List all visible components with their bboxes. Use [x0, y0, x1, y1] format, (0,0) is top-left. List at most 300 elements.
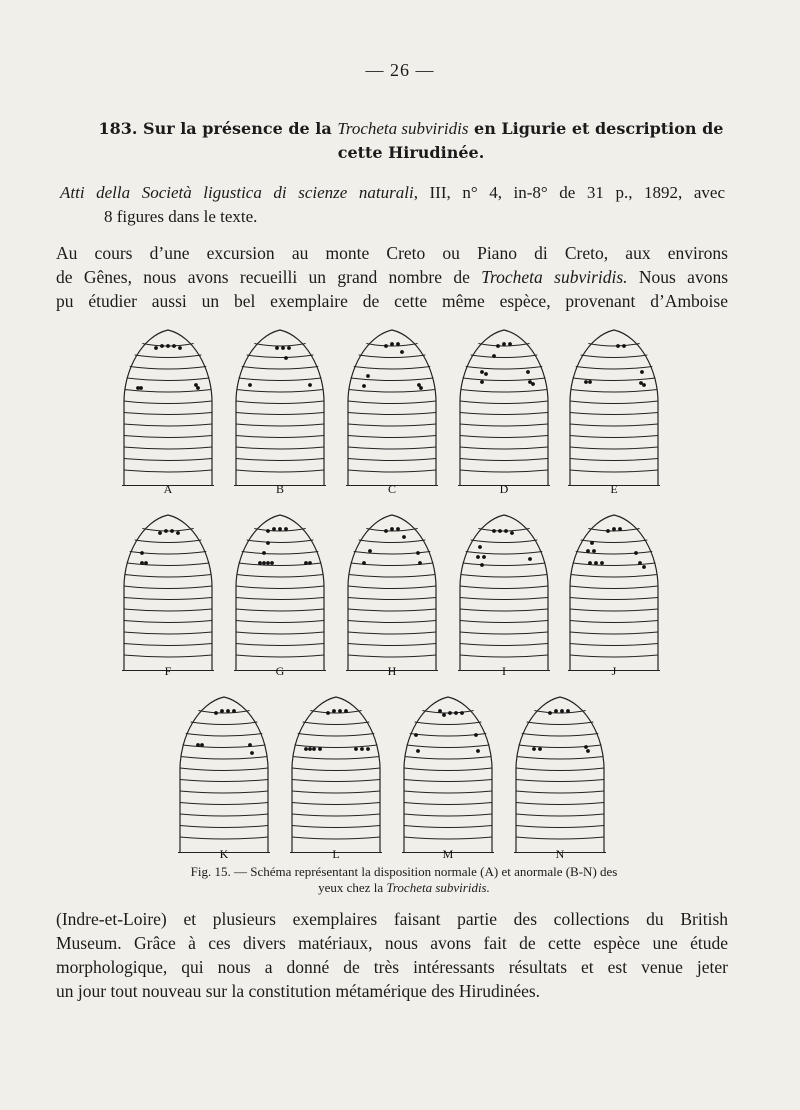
segment-line — [522, 734, 599, 737]
segment-line — [310, 711, 361, 714]
segment-line — [571, 390, 658, 393]
segment-line — [348, 436, 436, 438]
segment-line — [573, 378, 656, 381]
eye-dot — [266, 529, 270, 533]
segment-line — [183, 745, 266, 748]
segment-line — [237, 390, 324, 393]
eye-dot — [588, 561, 592, 565]
segment-line — [125, 390, 212, 393]
caption-line-1: Fig. 15. — Schéma représentant la disposition normale (A) et anormale (B-N) des — [190, 864, 618, 879]
segment-line — [180, 780, 268, 782]
leech-outline — [124, 330, 212, 486]
eye-dot — [476, 749, 480, 753]
segment-line — [466, 367, 543, 370]
segment-line — [142, 529, 193, 532]
eye-dot — [384, 344, 388, 348]
paragraph-2-line-1: (Indre-et-Loire) et plusieurs exemplaires faisant partie des collections du British — [56, 909, 728, 929]
figure-label: G — [275, 664, 285, 678]
segment-line — [460, 459, 548, 461]
leech-head-g — [234, 515, 326, 678]
eye-dot — [548, 711, 552, 715]
segment-line — [351, 378, 434, 381]
eye-dot — [396, 527, 400, 531]
segment-line — [588, 344, 639, 347]
segment-line — [405, 757, 492, 760]
eye-dot — [344, 709, 348, 713]
segment-line — [303, 722, 370, 725]
eye-dot — [284, 527, 288, 531]
segment-line — [570, 470, 658, 472]
eye-dot — [492, 354, 496, 358]
segment-line — [460, 470, 548, 472]
figure-label: J — [611, 664, 617, 678]
eye-dot — [232, 709, 236, 713]
eye-dot — [248, 383, 252, 387]
segment-line — [570, 598, 658, 600]
segment-line — [461, 575, 548, 578]
segment-line — [239, 378, 322, 381]
segment-line — [236, 459, 324, 461]
eye-dot — [258, 561, 262, 565]
leech-head-k — [178, 697, 270, 861]
segment-line — [404, 826, 492, 828]
segment-line — [292, 803, 380, 805]
segment-line — [570, 644, 658, 646]
leech-head-b — [234, 330, 326, 496]
segment-line — [570, 621, 658, 623]
eye-dot — [600, 561, 604, 565]
segment-line — [348, 598, 436, 600]
segment-line — [124, 598, 212, 600]
segment-line — [354, 367, 431, 370]
segment-line — [242, 367, 319, 370]
page-number: — 26 — — [365, 60, 435, 80]
heading-start: 183. Sur la présence de la — [98, 119, 332, 138]
segment-line — [348, 401, 436, 404]
segment-line — [191, 722, 258, 725]
eye-dot — [480, 563, 484, 567]
segment-line — [460, 413, 548, 415]
eye-dot — [166, 344, 170, 348]
eye-dot — [220, 709, 224, 713]
segment-line — [527, 722, 594, 725]
segment-line — [124, 413, 212, 415]
eye-dot — [178, 346, 182, 350]
segment-line — [460, 401, 548, 404]
segment-line — [348, 644, 436, 646]
paragraph-2-line-2: Museum. Grâce à ces divers matériaux, nous avons fait de cette espèce une étude — [56, 933, 728, 953]
segment-line — [236, 609, 324, 611]
leech-head-m — [402, 697, 494, 861]
segment-line — [516, 791, 604, 793]
eye-dot — [538, 747, 542, 751]
eye-dot — [584, 745, 588, 749]
segment-line — [407, 745, 490, 748]
eye-dot — [164, 529, 168, 533]
paragraph-1-species: Trocheta subviridis. — [481, 267, 628, 287]
eye-dot — [402, 535, 406, 539]
heading-end: en Ligurie et description de cette Hirudinée. — [337, 119, 724, 162]
eye-dot — [272, 527, 276, 531]
segment-line — [570, 413, 658, 415]
segment-line — [236, 655, 324, 657]
segment-line — [124, 470, 212, 472]
eye-dot — [606, 529, 610, 533]
caption-line-2: yeux chez la Trocheta subviridis. — [318, 880, 490, 895]
eye-dot — [400, 350, 404, 354]
eye-dot — [158, 531, 162, 535]
eye-dot — [416, 749, 420, 753]
segment-line — [460, 655, 548, 657]
eye-dot — [592, 549, 596, 553]
eye-dot — [642, 565, 646, 569]
segment-line — [293, 757, 380, 760]
caption-species: Trocheta subviridis. — [386, 880, 490, 895]
eye-dot — [640, 370, 644, 374]
leech-head-h — [346, 515, 438, 678]
eye-dot — [510, 531, 514, 535]
citation-line2: 8 figures dans le texte. — [104, 207, 258, 226]
eye-dot — [266, 541, 270, 545]
eye-dot — [442, 713, 446, 717]
segment-line — [125, 575, 212, 578]
eye-dot — [360, 747, 364, 751]
figure-label: L — [332, 847, 340, 861]
leech-outline — [124, 515, 212, 671]
eye-dot — [396, 342, 400, 346]
eye-dot — [176, 531, 180, 535]
figure-label: I — [502, 664, 506, 678]
segment-line — [348, 459, 436, 461]
eye-dot — [250, 751, 254, 755]
segment-line — [247, 355, 314, 358]
segment-line — [236, 470, 324, 472]
segment-line — [124, 401, 212, 404]
leech-outline — [570, 515, 658, 671]
eye-dot — [390, 527, 394, 531]
segment-line — [517, 757, 604, 760]
leech-head-d — [458, 330, 550, 496]
segment-line — [236, 586, 324, 589]
eye-dot — [390, 342, 394, 346]
segment-line — [519, 745, 602, 748]
eye-dot — [214, 711, 218, 715]
eye-dot — [140, 551, 144, 555]
segment-line — [237, 575, 324, 578]
segment-line — [180, 791, 268, 793]
leech-head-a — [122, 330, 214, 496]
segment-line — [292, 837, 380, 839]
eye-dot — [419, 386, 423, 390]
segment-line — [247, 540, 314, 543]
eye-dot — [594, 561, 598, 565]
segment-line — [460, 598, 548, 600]
segment-line — [236, 413, 324, 415]
eye-dot — [366, 374, 370, 378]
paragraph-2-line-3: morphologique, qui nous a donné de très intéressants résultats et est venue jeter — [56, 957, 728, 977]
eye-dot — [586, 749, 590, 753]
eye-dot — [584, 380, 588, 384]
paragraph-2-line-4: un jour tout nouveau sur la constitution métamérique des Hirudinées. — [56, 981, 541, 1001]
eye-dot — [262, 551, 266, 555]
segment-line — [570, 447, 658, 449]
eye-dot — [326, 711, 330, 715]
segment-line — [236, 424, 324, 426]
segment-line — [570, 401, 658, 404]
segment-line — [516, 814, 604, 816]
segment-line — [124, 586, 212, 589]
leech-outline — [348, 330, 436, 486]
leech-head-l — [290, 697, 382, 861]
segment-line — [180, 814, 268, 816]
segment-line — [461, 390, 548, 393]
segment-line — [516, 803, 604, 805]
eye-dot — [480, 380, 484, 384]
eye-dot — [612, 527, 616, 531]
segment-line — [404, 814, 492, 816]
paragraph-1-line-1: Au cours d’une excursion au monte Creto ou Piano di Creto, aux environs — [56, 243, 728, 263]
segment-line — [516, 768, 604, 771]
leech-head-f — [122, 515, 214, 678]
paragraph-1-line-3: pu étudier aussi un bel exemplaire de cette même espèce, provenant d’Amboise — [56, 291, 728, 311]
eye-dot — [384, 529, 388, 533]
segment-line — [236, 598, 324, 600]
segment-line — [348, 609, 436, 611]
figure-label: M — [442, 847, 454, 861]
segment-line — [571, 575, 658, 578]
eye-dot — [560, 709, 564, 713]
eye-dot — [454, 711, 458, 715]
leech-outline — [236, 330, 324, 486]
segment-line — [127, 378, 210, 381]
segment-line — [124, 644, 212, 646]
segment-line — [404, 768, 492, 771]
segment-line — [516, 837, 604, 839]
citation-details: , III, n° 4, in-8° de 31 p., 1892, avec — [413, 183, 725, 202]
segment-line — [348, 447, 436, 449]
eye-dot — [139, 386, 143, 390]
segment-line — [236, 401, 324, 404]
segment-line — [292, 780, 380, 782]
leech-outline — [292, 697, 380, 853]
segment-line — [463, 563, 546, 566]
eye-dot — [642, 383, 646, 387]
figure-label: K — [219, 847, 229, 861]
eye-dot — [200, 743, 204, 747]
eye-dot — [476, 555, 480, 559]
eye-dot — [590, 541, 594, 545]
eye-dot — [304, 747, 308, 751]
eye-dot — [504, 529, 508, 533]
segment-line — [135, 540, 202, 543]
citation-journal: Atti della Società ligustica di scienze naturali — [60, 183, 414, 202]
segment-line — [348, 424, 436, 426]
eye-dot — [474, 733, 478, 737]
eye-dot — [482, 555, 486, 559]
segment-line — [570, 436, 658, 438]
segment-line — [236, 447, 324, 449]
eye-dot — [508, 342, 512, 346]
leech-head-n — [514, 697, 606, 861]
leech-head-c — [346, 330, 438, 496]
figure-label: H — [387, 664, 397, 678]
eye-dot — [478, 545, 482, 549]
eye-dot — [332, 709, 336, 713]
segment-line — [570, 609, 658, 611]
eye-dot — [531, 382, 535, 386]
segment-line — [124, 436, 212, 438]
segment-line — [124, 632, 212, 634]
segment-line — [516, 826, 604, 828]
eye-dot — [226, 709, 230, 713]
eye-dot — [638, 561, 642, 565]
segment-line — [570, 424, 658, 426]
segment-line — [124, 655, 212, 657]
eye-dot — [308, 747, 312, 751]
eye-dot — [140, 561, 144, 565]
eye-dot — [366, 747, 370, 751]
segment-line — [180, 837, 268, 839]
eye-dot — [616, 344, 620, 348]
eye-dot — [416, 551, 420, 555]
segment-line — [349, 390, 436, 393]
eye-dot — [368, 549, 372, 553]
segment-line — [298, 734, 375, 737]
segment-line — [124, 609, 212, 611]
segment-line — [460, 644, 548, 646]
segment-line — [292, 791, 380, 793]
segment-line — [478, 529, 529, 532]
figure-label: E — [610, 482, 618, 496]
eye-dot — [618, 527, 622, 531]
segment-line — [460, 632, 548, 634]
eye-dot — [262, 561, 266, 565]
segment-line — [180, 803, 268, 805]
segment-line — [460, 621, 548, 623]
segment-line — [236, 644, 324, 646]
segment-line — [404, 791, 492, 793]
leech-outline — [460, 515, 548, 671]
eye-dot — [498, 529, 502, 533]
eye-dot — [248, 743, 252, 747]
segment-line — [124, 447, 212, 449]
eye-dot — [308, 561, 312, 565]
eye-dot — [312, 747, 316, 751]
segment-line — [348, 632, 436, 634]
eye-dot — [528, 557, 532, 561]
segment-line — [236, 436, 324, 438]
segment-line — [460, 609, 548, 611]
figure-label: C — [387, 482, 397, 496]
segment-line — [135, 355, 202, 358]
eye-dot — [448, 711, 452, 715]
eye-dot — [634, 551, 638, 555]
segment-line — [460, 424, 548, 426]
segment-line — [404, 803, 492, 805]
segment-line — [404, 780, 492, 782]
eye-dot — [318, 747, 322, 751]
segment-line — [359, 540, 426, 543]
segment-line — [576, 367, 653, 370]
eye-dot — [496, 344, 500, 348]
segment-line — [242, 552, 319, 555]
eye-dot — [586, 549, 590, 553]
segment-line — [124, 424, 212, 426]
eye-dot — [362, 561, 366, 565]
eye-dot — [480, 370, 484, 374]
leech-outline — [180, 697, 268, 853]
eye-dot — [287, 346, 291, 350]
eye-dot — [275, 346, 279, 350]
eye-dot — [196, 386, 200, 390]
segment-line — [460, 447, 548, 449]
eye-dot — [281, 346, 285, 350]
figure-label: A — [163, 482, 173, 496]
segment-line — [516, 780, 604, 782]
eye-dot — [502, 342, 506, 346]
segment-line — [570, 586, 658, 589]
segment-line — [292, 826, 380, 828]
segment-line — [466, 552, 543, 555]
segment-line — [570, 632, 658, 634]
segment-line — [534, 711, 585, 714]
segment-line — [292, 768, 380, 771]
segment-line — [295, 745, 378, 748]
segment-line — [581, 355, 648, 358]
segment-line — [180, 768, 268, 771]
figure-label: B — [275, 482, 285, 496]
figure-label: F — [164, 664, 172, 678]
eye-dot — [144, 561, 148, 565]
leech-outline — [404, 697, 492, 853]
segment-line — [124, 459, 212, 461]
segment-line — [570, 655, 658, 657]
segment-line — [348, 655, 436, 657]
eye-dot — [308, 383, 312, 387]
leech-head-i — [458, 515, 550, 678]
paragraph-2 — [56, 907, 728, 1003]
segment-line — [460, 586, 548, 589]
segment-line — [570, 459, 658, 461]
eye-dot — [460, 711, 464, 715]
figure-caption — [144, 864, 664, 896]
figure-label: N — [555, 847, 565, 861]
leech-head-e — [568, 330, 660, 496]
eye-dot — [532, 747, 536, 751]
eye-dot — [418, 561, 422, 565]
eye-dot — [338, 709, 342, 713]
segment-line — [180, 826, 268, 828]
eye-dot — [172, 344, 176, 348]
segment-line — [198, 711, 249, 714]
segment-line — [415, 722, 482, 725]
eye-dot — [526, 370, 530, 374]
segment-line — [573, 563, 656, 566]
segment-line — [471, 540, 538, 543]
segment-line — [422, 711, 473, 714]
heading-species: Trocheta subviridis — [337, 119, 469, 138]
segment-line — [471, 355, 538, 358]
eye-dot — [492, 529, 496, 533]
leech-outline — [570, 330, 658, 486]
leech-head-j — [568, 515, 660, 678]
eye-dot — [278, 527, 282, 531]
segment-line — [348, 413, 436, 415]
leech-outline — [236, 515, 324, 671]
eye-dot — [160, 344, 164, 348]
segment-line — [460, 436, 548, 438]
eye-dot — [566, 709, 570, 713]
